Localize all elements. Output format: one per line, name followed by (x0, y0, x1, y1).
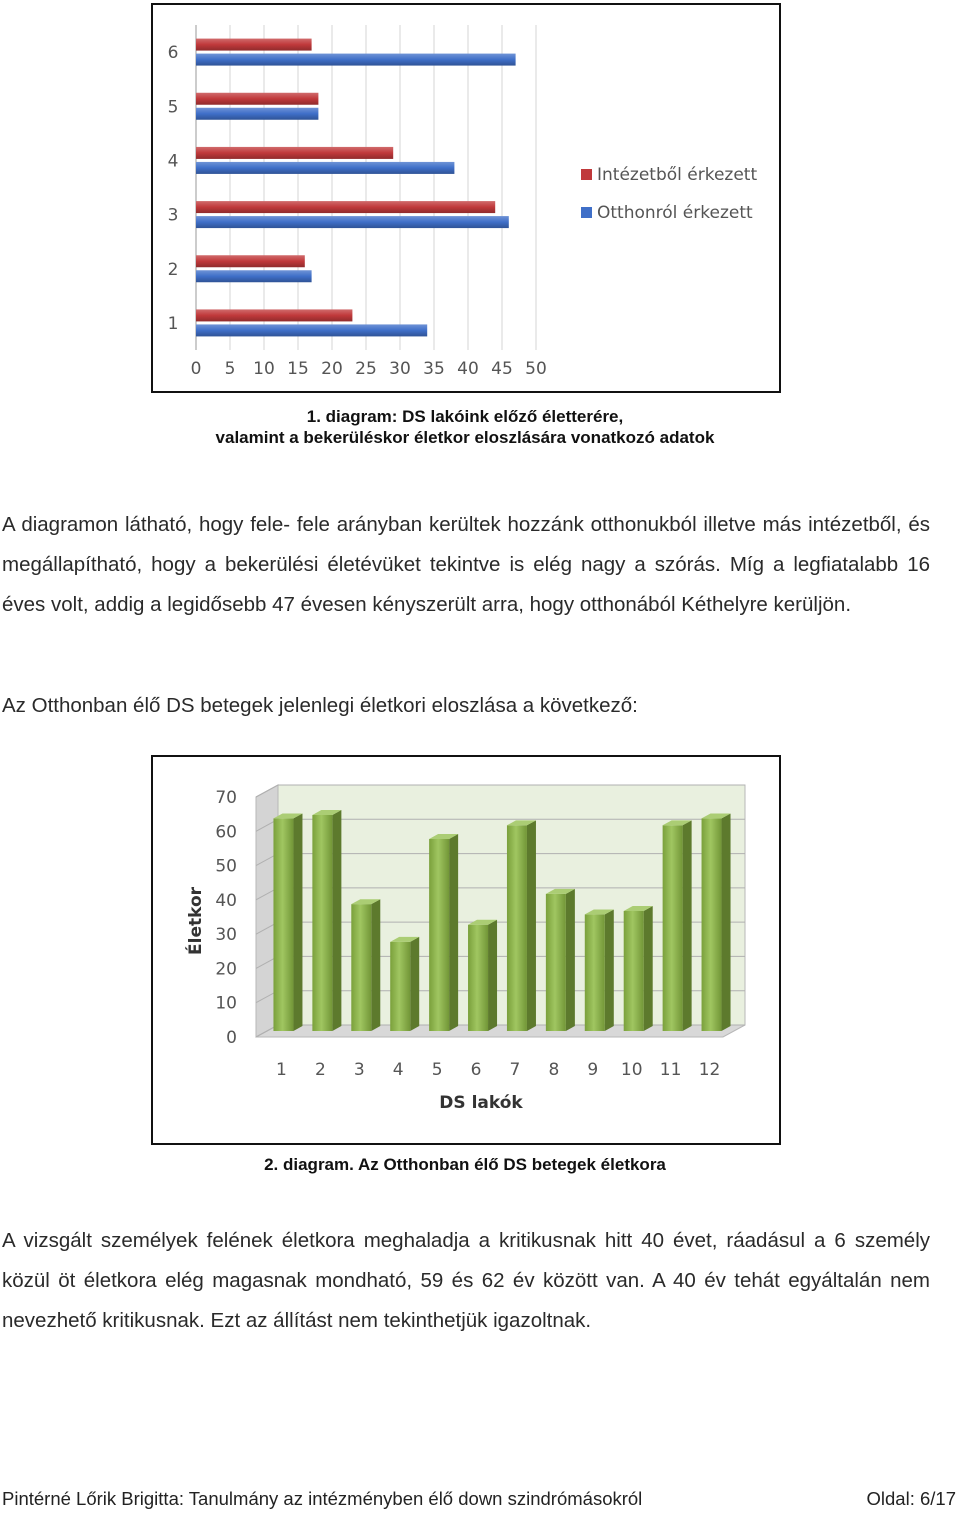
column-6 (468, 920, 497, 1031)
column-front-12 (702, 818, 722, 1031)
footer-page-number: Oldal: 6/17 (866, 1488, 956, 1509)
caption-1-line-1: 1. diagram: DS lakóink előző életterére, (306, 407, 624, 426)
column-7 (507, 820, 536, 1031)
x-tick-label-30: 30 (389, 359, 411, 379)
column-front-11 (663, 825, 683, 1031)
y-tick-label-70: 70 (215, 788, 237, 808)
y-tick-label-4: 4 (167, 151, 179, 172)
y-tick-label-0: 0 (226, 1028, 237, 1048)
paragraph-2: Az Otthonban élő DS betegek jelenlegi életkori eloszlása a következő: (2, 694, 638, 717)
x-tick-label-35: 35 (423, 359, 445, 379)
paragraph-3: A vizsgált személyek felének életkora meghaladja a kritikusnak hitt 40 évet, ráadásul a 6 személy közül öt életkora elég magasnak mondható, 59 és 62 év között van. A 40 év tehát egyáltalán nem nevezhető kritikusnak. Ezt az állítást nem tekinthetjük igazoltnak. (2, 1229, 930, 1332)
bar-Intézetből érkezett-3 (196, 201, 495, 213)
paragraph-1: A diagramon látható, hogy fele- fele arányban kerültek hozzánk otthonukból illetve más intézetből, és megállapítható, hogy a bekerülési életévüket tekintve is elég nagy a szórás. Míg a legfiatalabb 16 éves volt, addig a legidősebb 47 évesen kényszerült arra, hogy otthonából Kéthelyre kerüljön. (2, 513, 930, 616)
column-side-1 (293, 813, 302, 1031)
x-tick-label-4: 4 (392, 1060, 404, 1080)
y-tick-label-1: 1 (167, 313, 179, 334)
x-tick-label-15: 15 (287, 359, 309, 379)
chart-2-frame (151, 755, 781, 1145)
y-tick-label-60: 60 (215, 822, 237, 843)
column-side-4 (410, 937, 419, 1031)
column-side-5 (449, 834, 458, 1031)
column-12 (702, 813, 731, 1031)
bar-Intézetből érkezett-1 (196, 309, 352, 321)
column-front-7 (507, 825, 527, 1031)
chart-1-caption (0, 406, 930, 448)
bar-Otthonról érkezett-5 (196, 108, 318, 120)
y-tick-label-20: 20 (215, 959, 237, 980)
column-5 (429, 834, 458, 1031)
legend-swatch-0 (581, 169, 592, 180)
chart-1-horizontal-bar (153, 5, 779, 391)
x-tick-label-50: 50 (525, 359, 547, 379)
legend-label-1: Otthonról érkezett (597, 203, 753, 223)
legend-label-0: Intézetből érkezett (597, 165, 758, 185)
x-tick-label-1: 1 (276, 1060, 287, 1080)
y-tick-label-50: 50 (215, 856, 237, 877)
y-tick-label-2: 2 (167, 259, 179, 280)
y-tick-label-6: 6 (167, 43, 179, 64)
column-2 (312, 810, 341, 1031)
column-side-8 (566, 889, 575, 1031)
column-9 (585, 909, 614, 1031)
bar-Intézetből érkezett-5 (196, 93, 318, 105)
caption-1-line-2: valamint a bekerüléskor életkor eloszlására vonatkozó adatok (215, 428, 715, 447)
x-tick-label-45: 45 (491, 359, 513, 379)
x-tick-label-20: 20 (321, 359, 343, 379)
x-tick-label-9: 9 (587, 1060, 599, 1080)
column-8 (546, 889, 575, 1031)
column-side-7 (527, 820, 536, 1031)
column-front-8 (546, 894, 566, 1031)
x-axis-title: DS lakók (439, 1093, 523, 1113)
y-tick-label-3: 3 (167, 205, 179, 226)
x-tick-label-40: 40 (457, 359, 479, 379)
column-side-9 (605, 909, 614, 1031)
column-side-6 (488, 920, 497, 1031)
x-tick-label-11: 11 (659, 1060, 682, 1080)
x-tick-label-10: 10 (620, 1060, 643, 1080)
chart-2-caption: 2. diagram. Az Otthonban élő DS betegek életkora (264, 1155, 666, 1174)
column-front-5 (429, 839, 449, 1031)
x-tick-label-8: 8 (548, 1060, 560, 1080)
y-tick-label-10: 10 (215, 993, 237, 1014)
x-tick-label-6: 6 (470, 1060, 482, 1080)
x-tick-label-5: 5 (431, 1060, 443, 1080)
column-1 (273, 813, 302, 1031)
bar-Intézetből érkezett-6 (196, 39, 312, 51)
column-4 (390, 937, 419, 1031)
x-tick-label-7: 7 (509, 1060, 521, 1080)
y-tick-label-40: 40 (215, 890, 237, 911)
column-front-3 (351, 904, 371, 1031)
bar-Intézetből érkezett-2 (196, 255, 305, 267)
bar-Otthonról érkezett-6 (196, 54, 516, 66)
column-3 (351, 899, 380, 1031)
x-tick-label-10: 10 (253, 359, 275, 379)
column-11 (663, 820, 692, 1031)
column-front-4 (390, 942, 410, 1031)
x-tick-label-2: 2 (314, 1060, 326, 1080)
chart-1-frame (151, 3, 781, 393)
column-side-12 (722, 813, 731, 1031)
column-front-6 (468, 925, 488, 1031)
column-front-1 (273, 818, 293, 1031)
column-front-10 (624, 911, 644, 1031)
bar-Otthonról érkezett-3 (196, 216, 509, 228)
x-tick-label-5: 5 (224, 359, 236, 379)
bar-Intézetből érkezett-4 (196, 147, 393, 159)
column-side-10 (644, 906, 653, 1031)
y-axis-title: Életkor (186, 886, 206, 956)
column-side-2 (332, 810, 341, 1031)
legend-swatch-1 (581, 207, 592, 218)
x-tick-label-0: 0 (190, 359, 202, 379)
bar-Otthonról érkezett-4 (196, 162, 454, 174)
bar-Otthonról érkezett-1 (196, 324, 427, 336)
bar-Otthonról érkezett-2 (196, 270, 312, 282)
x-tick-label-25: 25 (355, 359, 377, 379)
column-side-3 (371, 899, 380, 1031)
column-front-9 (585, 914, 605, 1031)
y-tick-label-30: 30 (215, 925, 237, 946)
column-side-11 (683, 820, 692, 1031)
y-tick-label-5: 5 (167, 97, 179, 118)
chart-2-3d-column (153, 757, 779, 1143)
x-tick-label-3: 3 (353, 1060, 365, 1080)
column-front-2 (312, 815, 332, 1031)
x-tick-label-12: 12 (698, 1060, 721, 1080)
footer-author-title: Pintérné Lőrik Brigitta: Tanulmány az intézményben élő down szindrómásokról (2, 1488, 643, 1509)
column-10 (624, 906, 653, 1031)
